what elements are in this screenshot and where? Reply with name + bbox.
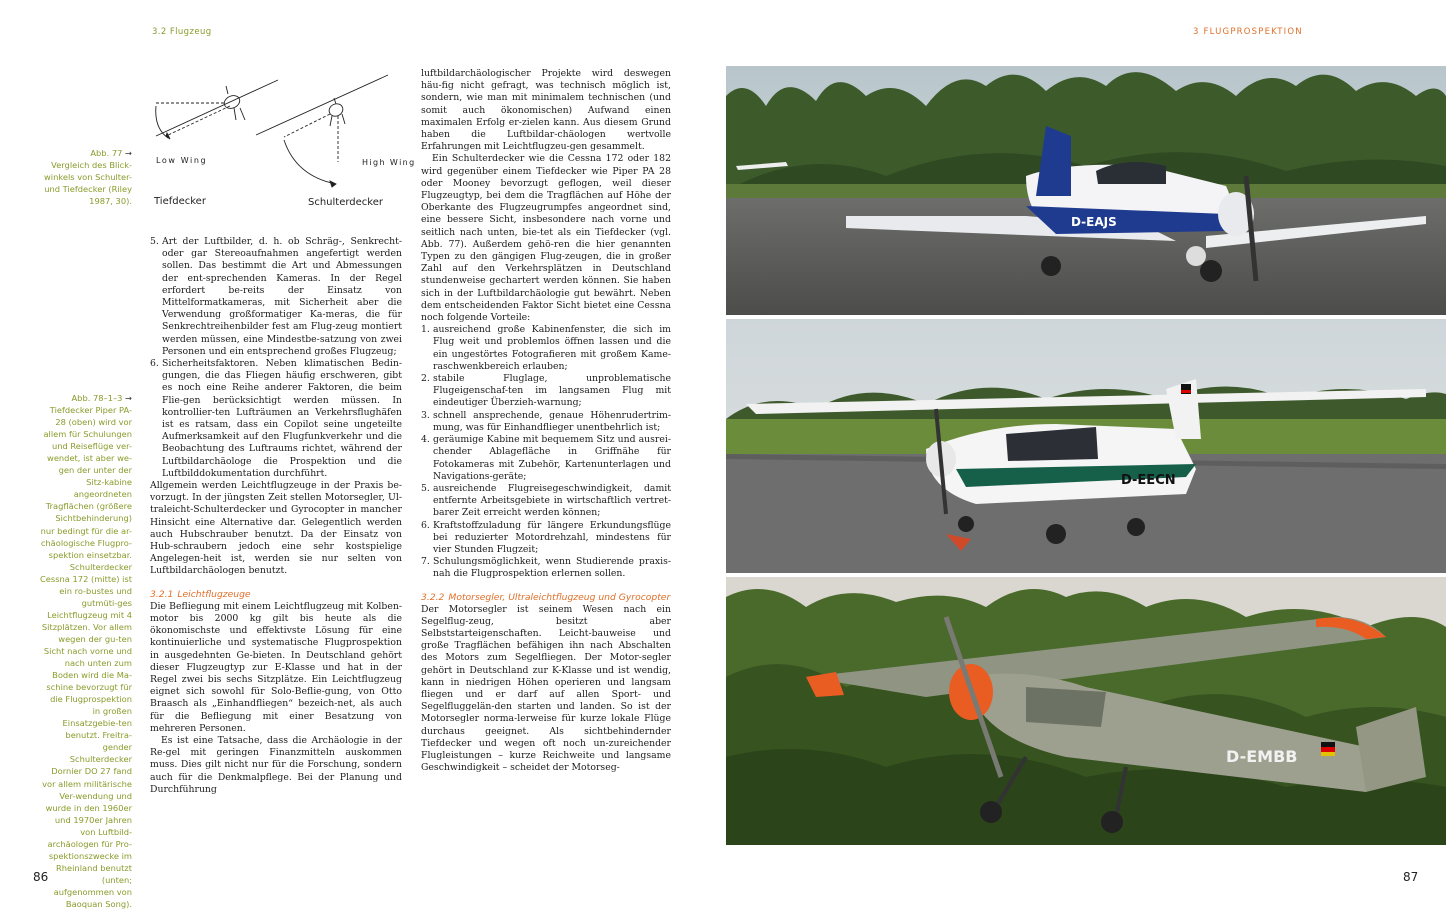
list-text: geräumige Kabine mit bequemem Sitz und ausrei-chender Ablagefläche in Griffnähe für Fotokameras mit Zubehör, Kartenunterlagen und Navigations-geräte; [433, 434, 671, 482]
list-item [421, 373, 671, 410]
page-number-right: 87 [1403, 870, 1419, 884]
list-text: Sicherheitsfaktoren. Neben klimatischen Bedin-gungen, die das Fliegen häufig erschweren, gibt es noch eine Reihe anderer Faktoren, die beim Flie-gen berücksichtigt werden müssen. In kontrollier-ten Lufträumen an Verkehrsflughäfen ist es ratsam, dass ein Copilot seine ungeteilte Aufmerksamkeit auf den Flugfunkverkehr und die Beobachtung des Luftraums richtet, während der Luftbildarchäologe die Prospektion und die Luftbilddokumentation durchführt. [162, 358, 402, 479]
requirements-list-continued [150, 236, 402, 480]
caption-text: Vergleich des Blick-winkels von Schulter- und Tiefdecker (Riley 1987, 30). [44, 160, 132, 207]
list-item [421, 410, 671, 434]
heading-number: 3.2.1 [150, 588, 174, 600]
high-wing-arc [284, 140, 336, 184]
list-item [421, 520, 671, 557]
list-item [421, 483, 671, 520]
list-item [150, 358, 402, 480]
paragraph: Ein Schulterdecker wie die Cessna 172 oder 182 wird gegenüber einem Tiefdecker wie Piper PA 28 oder Mooney bevorzugt geflogen, weil dieser Flugzeugtyp, bei dem die Tragflächen auf Höhe der Oberkante des Flugzeugrumpfes angeordnet sind, eine bessere Sicht, insbesondere nach vorne und seitlich nach unten, bie-tet als ein Tiefdecker (vgl. Abb. 77). Außerdem gehö-ren die hier genannten Typen zu den gängigen Flug-zeugen, die in großer Zahl auf den Verkehrsplätzen in Deutschland stundenweise gechartert werden können. Sie haben sich in der Luftbildarchäologie gut bewährt. Neben dem entscheidenden Faktor Sicht bietet eine Cessna noch folgende Vorteile: [421, 153, 671, 324]
cessna-registration: D-EECN [1121, 473, 1176, 488]
advantages-list [421, 324, 671, 580]
photo-dornier-do27 [726, 577, 1446, 845]
arrow-right-icon: → [125, 148, 132, 158]
list-text: Schulungsmöglichkeit, wenn Studierende praxis-nah die Flugprospektion erlernen sollen. [433, 556, 671, 580]
dornier-registration: D-EMBB [1226, 747, 1298, 766]
running-head-left: 3.2 Flugzeug [152, 27, 212, 37]
caption-abb-77 [40, 147, 132, 207]
photo-cessna-172 [726, 319, 1446, 573]
low-wing-wing-line [156, 80, 278, 136]
caption-text: Tiefdecker Piper PA-28 (oben) wird vor allem für Schulungen und Reiseflüge ver-wendet, ist aber we-gen der unter der Sitz-kabine angeordneten Tragflächen (größere Sichtbehinderung) nur bedingt für die ar-chäologische Flugpro-spektion einsetzbar. Schulterdecker Cessna 172 (mitte) ist ein ro-bustes und gutmüti-ges Leichtflugzeug mit 4 Sitzplätzen. Vor allem wegen der gu-ten Sicht nach vorne und nach unten zum Boden wird die Ma-schine bevorzugt für die Flugprospektion in großen Einsatzgebie-ten benutzt. Freitra-gender Schulterdecker Dornier DO 27 fand vor allem militärische Ver-wendung und wurde in den 1960er und 1970er Jahren von Luftbild-archäologen für Pro-spektionszwecke im Rheinland benutzt (unten; aufgenommen von Baoquan Song). [40, 405, 132, 909]
paragraph: Es ist eine Tatsache, dass die Archäologie in der Re-gel mit geringen Finanzmitteln auskommen muss. Dies gilt nicht nur für die Forschung, sondern auch für die Denkmalpflege. Bei der Planung und Durchführung [150, 734, 402, 795]
caption-label: Abb. 77 [90, 148, 123, 158]
high-wing-drawing [256, 75, 388, 187]
piper-registration: D-EAJS [1071, 215, 1117, 229]
list-item [421, 434, 671, 483]
list-number: 1. [421, 324, 430, 336]
list-text: Kraftstoffzuladung für längere Erkundungsflüge bei reduzierter Motordrehzahl, mindestens für vier Stunden Flugzeit; [433, 519, 671, 555]
caption-abb-78 [40, 392, 132, 910]
paragraph: Der Motorsegler ist seinem Wesen nach ein Segelflug-zeug, besitzt aber Selbststarteigenschaften. Leicht-bauweise und große Tragflächen befähigen ihn nach Abschalten des Motors zum Segelfliegen. Der Motor-segler gehört in Deutschland zur K-Klasse und ist wendig, kann in niedrigen Höhen operieren und langsam fliegen und er darf auf allen Sport- und Segelfluggelän-den starten und landen. So ist der Motorsegler norma-lerweise für kurze lokale Flüge durchaus geeignet. Als sichtbehindernder Tiefdecker und wegen oft noch un-zureichender Flugleistungen – kurze Reichweite und langsame Geschwindigkeit – scheidet der Motorseg- [421, 603, 671, 774]
list-number: 2. [421, 373, 430, 385]
text-column-left [150, 236, 402, 796]
list-text: stabile Fluglage, unproblematische Flugeigenschaf-ten im langsamen Flug mit eindeutiger Überzieh-warnung; [433, 373, 671, 409]
high-wing-label: High Wing [362, 158, 416, 167]
list-number: 7. [421, 556, 430, 568]
list-number: 3. [421, 409, 430, 421]
heading-text: Motorsegler, Ultraleichtflugzeug und Gyrocopter [448, 591, 671, 603]
list-number: 6. [150, 358, 159, 370]
list-text: ausreichend große Kabinenfenster, die sich im Flug weit und problemlos öffnen lassen und die ein ungestörtes Fotografieren mit großem Kame-raschwenkbereich erlauben; [433, 324, 671, 372]
list-number: 5. [150, 236, 159, 247]
paragraph: Die Befliegung mit einem Leichtflugzeug mit Kolben-motor bis 2000 kg gilt bis heute als die ökonomischste und effektivste Lösung für eine kontinuierliche und systematische Flugprospektion in ausgedehnten Ge-bieten. In Deutschland gehört dieser Flugzeugtyp zur E-Klasse und hat in der Regel zwei bis sechs Sitzplätze. Ein Leichtflugzeug eignet sich sowohl für Solo-Beflie-gung, von Otto Braasch als „Einhandfliegen“ bezeich-net, als auch für die Befliegung mit einer Besatzung von mehreren Personen. [150, 600, 402, 734]
schulterdecker-label: Schulterdecker [308, 197, 384, 208]
text-column-middle [421, 68, 671, 774]
wing-view-diagram [146, 70, 416, 215]
low-wing-label: Low Wing [156, 156, 208, 165]
heading-text: Leichtflugzeuge [177, 588, 251, 600]
heading-number: 3.2.2 [421, 591, 445, 603]
list-item [150, 236, 402, 358]
list-number: 6. [421, 519, 430, 531]
page-number-left: 86 [33, 870, 49, 884]
paragraph: luftbildarchäologischer Projekte wird deswegen häu-fig nicht gefragt, was technisch möglich ist, sondern, wie man mit minimalem technischen (und somit auch ökonomischen) Aufwand einen maximalen Erfolg er-zielen kann. Aus diesem Grund haben die Luftbildar-chäologen wertvolle Erfahrungen mit Leichtflugzeu-gen gesammelt. [421, 68, 671, 153]
list-text: ausreichende Flugreisegeschwindigkeit, damit entfernte Arbeitsgebiete in wirtschaftlich vertret-barer Zeit erreicht werden können; [433, 482, 671, 519]
running-head-right: 3 FLUGPROSPEKTION [1193, 27, 1303, 37]
list-number: 5. [421, 482, 430, 494]
section-heading-3-2-2 [421, 591, 671, 604]
list-item [421, 324, 671, 373]
section-heading-3-2-1 [150, 588, 402, 601]
low-wing-drawing [156, 80, 278, 139]
paragraph: Allgemein werden Leichtflugzeuge in der Praxis be-vorzugt. In der jüngsten Zeit stellen Motorsegler, Ul-traleicht-Schulterdecker und Gyrocopter in mancher Hinsicht eine Alternative dar. Gelegentlich werden auch Hubschrauber benutzt. Da der Einsatz von Hub-schraubern jedoch eine sehr kostspielige Angelegen-heit ist, werden sie nur selten von Luftbildarchäologen benutzt. [150, 480, 402, 577]
list-text: schnell ansprechende, genaue Höhenrudertrim-mung, was für Einhandflieger unentbehrlich ist; [433, 409, 671, 433]
photo-piper-pa28 [726, 66, 1446, 315]
list-text: Art der Luftbilder, d. h. ob Schräg-, Senkrecht- oder gar Stereoaufnahmen angefertigt werden sollen. Das bestimmt die Art und Abmessungen der ent-sprechenden Kameras. In der Regel erfordert be-reits der Einsatz von Mittelformatkameras, mit Sicherheit aber die Verwendung großformatiger Ka-meras, die für Senkrechtreihenbilder fest am Flug-zeug montiert werden müssen, eine Mindestbe-satzung von zwei Personen und ein entsprechend großes Flugzeug; [162, 236, 402, 357]
arrow-right-icon: → [125, 393, 132, 403]
caption-label: Abb. 78–1–3 [71, 393, 123, 403]
high-wing-wing-line [256, 75, 388, 135]
tiefdecker-label: Tiefdecker [154, 196, 206, 207]
list-number: 4. [421, 434, 430, 446]
list-item [421, 556, 671, 580]
